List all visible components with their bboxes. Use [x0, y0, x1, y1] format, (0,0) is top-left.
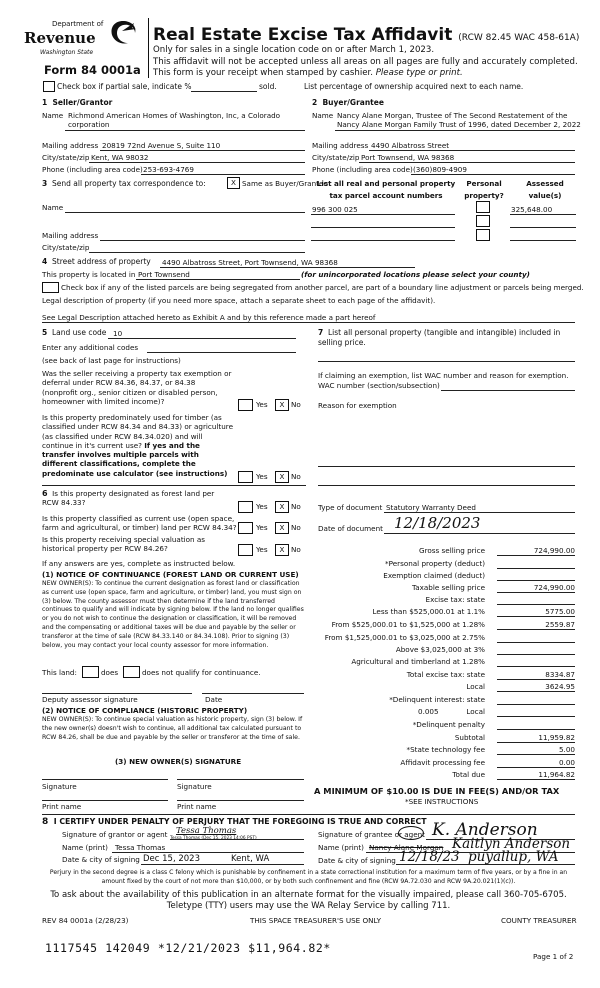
- tax-row-value[interactable]: 724,990.00: [533, 546, 575, 555]
- tax-row-line: [497, 555, 575, 556]
- q-timber: Is this property predominately used for timber (as classified under RCW 84.34 and 84.33) or agriculture (as classified under RCW 84.34.020) and will continue in it's current use? If yes and the transfer involves multiple parcels with different classifications, complete the predominate use calculator (see instructions): [42, 413, 234, 478]
- q-historic-yes-box[interactable]: [238, 544, 253, 556]
- additional-codes-label: Enter any additional codes: [42, 343, 139, 352]
- parcel-number[interactable]: 996 300 025: [312, 205, 358, 214]
- dept-line1: Department of: [52, 20, 104, 28]
- personal-header: Personal property?: [464, 179, 504, 200]
- section5-divider: [42, 485, 306, 486]
- tax-row-line: [497, 604, 575, 605]
- buyer-phone-line: [411, 174, 575, 175]
- tax-row-line: [497, 754, 575, 755]
- header-line3: This form is your receipt when stamped by cashier. Please type or print.: [153, 68, 463, 78]
- grantee-name[interactable]: Kaitlyn Anderson: [452, 836, 571, 852]
- alt-format: To ask about the availability of this publication in an alternate format for the visually impaired, please call 360-705-6705. Teletype (TTY) users may use the WA Relay Service by calling 711.: [50, 890, 567, 911]
- tax-row-line: [497, 629, 575, 630]
- corr-mailing-label: Mailing address: [42, 231, 99, 240]
- tax-row-line: [497, 742, 575, 743]
- assessed-header: Assessed value(s): [526, 179, 564, 200]
- corr-city-line: [89, 252, 305, 253]
- certify: 8 I CERTIFY UNDER PENALTY OF PERJURY THAT THE FOREGOING IS TRUE AND CORRECT: [42, 817, 427, 827]
- tax-row-label: Above $3,025,000 at 3%: [395, 645, 485, 654]
- grantee-city[interactable]: puyallup, WA: [468, 849, 559, 865]
- tax-row-line: [497, 704, 575, 705]
- seller-phone-label: Phone (including area code): [42, 165, 143, 174]
- buyer-phone-label: Phone (including area code): [312, 165, 413, 174]
- buyer-heading: 2 Buyer/Grantee: [312, 98, 384, 107]
- perjury-notice: Perjury in the second degree is a class C felony which is punishable by confinement in a state correctional institution for a maximum term of five years, or by a fine in an amount fixed by the court of not more than $10,000, or by both such confinement and fine (RCW 9A.72.030 and RCW 9A.20.021(1)(c)).: [49, 869, 568, 885]
- page-number: Page 1 of 2: [533, 952, 574, 961]
- buyer-mailing-line: [369, 150, 575, 151]
- owner-sig-line-1: [42, 779, 168, 780]
- tax-row-value[interactable]: 0.00: [558, 758, 575, 767]
- corr-name-line: [65, 212, 305, 213]
- tax-row-value[interactable]: 5775.00: [545, 607, 575, 616]
- header-divider: [148, 18, 149, 78]
- buyer-name-cont[interactable]: Nancy Alane Morgan Family Trust of 1996, dated December 2, 2022: [337, 120, 581, 129]
- grantor-signature[interactable]: Tessa Thomas: [176, 826, 237, 836]
- does-not-checkbox[interactable]: [123, 666, 140, 678]
- seller-city-label: City/state/zip: [42, 153, 90, 162]
- tax-row-label: Total excise tax: state: [406, 670, 485, 679]
- tax-row-label: From $525,000.01 to $1,525,000 at 1.28%: [331, 620, 485, 629]
- deputy-sig-label: Deputy assessor signature: [42, 695, 138, 704]
- q-historic: Is this property receiving special valuation as historical property per RCW 84.26?: [42, 535, 206, 554]
- parcel-line-2: [311, 227, 455, 228]
- does-label: does: [101, 668, 119, 677]
- q-exemption-no-box[interactable]: X: [275, 399, 289, 411]
- tax-row-value[interactable]: 724,990.00: [533, 583, 575, 592]
- seller-phone[interactable]: 253-693-4769: [143, 165, 194, 174]
- grantor-date-line: [141, 864, 304, 865]
- personal-check-2[interactable]: [476, 215, 490, 227]
- grantee-name-label: Name (print): [318, 843, 364, 852]
- doc-date-line: [384, 533, 575, 534]
- grantor-city[interactable]: Kent, WA: [231, 854, 270, 864]
- tax-row-line: [497, 767, 575, 768]
- q-forest-yes-box[interactable]: [238, 501, 253, 513]
- seller-name[interactable]: Richmond American Homes of Washington, Inc, a Colorado: [68, 111, 281, 120]
- tax-row-line: [497, 568, 575, 569]
- see-instructions: *SEE INSTRUCTIONS: [405, 797, 479, 806]
- property-street[interactable]: 4490 Albatross Street, Port Townsend, WA 98368: [162, 258, 338, 267]
- tax-row-label: *Personal property (deduct): [385, 559, 485, 568]
- doc-date-label: Date of document: [318, 524, 383, 533]
- partial-sale-line: [191, 91, 257, 92]
- tax-row-label: *State technology fee: [406, 745, 485, 754]
- owner-name-line-2: [177, 800, 304, 801]
- same-as-buyer-label: Same as Buyer/Grantee: [242, 179, 328, 188]
- dor-logo: [24, 16, 144, 66]
- q-timber-no: No: [291, 472, 301, 481]
- seller-city[interactable]: Kent, WA 98032: [91, 153, 149, 162]
- tax-row-line: [497, 666, 575, 667]
- corr-mailing-line: [100, 240, 305, 241]
- q-current-use-yes-box[interactable]: [238, 522, 253, 534]
- land-use-line: [108, 338, 296, 339]
- tax-row-line: [497, 716, 575, 717]
- deputy-sig-line: [42, 693, 192, 694]
- seller-name-line: [65, 130, 305, 131]
- q-timber-no-box[interactable]: X: [275, 471, 289, 483]
- assessed-line-3: [510, 240, 576, 241]
- owner-sig-label-2: Signature: [177, 782, 212, 791]
- section3-label: 3 Send all property tax correspondence to:: [42, 179, 206, 188]
- tax-row-value[interactable]: 5.00: [558, 745, 575, 754]
- tax-row-line: [497, 616, 575, 617]
- q-exemption-no: No: [291, 400, 301, 409]
- q-historic-yes: Yes: [256, 545, 268, 554]
- receipt-stamp: 1117545 142049 *12/21/2023 $11,964.82*: [45, 941, 331, 955]
- assessed-value[interactable]: 325,648.00: [511, 205, 553, 214]
- grantee-name-struck: Nancy Alane Morgan: [369, 843, 444, 852]
- q-exemption-yes: Yes: [256, 400, 268, 409]
- buyer-mailing-label: Mailing address: [312, 141, 369, 150]
- tax-row-label: *Delinquent penalty: [412, 720, 485, 729]
- street-line: [160, 267, 415, 268]
- grantee-sig-label: Signature of grantee or agent: [318, 830, 425, 839]
- deputy-date-label: Date: [205, 695, 223, 704]
- seller-phone-line: [141, 174, 305, 175]
- buyer-city-label: City/state/zip: [312, 153, 360, 162]
- partial-sale-suffix: sold.: [259, 82, 277, 91]
- treasurer-space: THIS SPACE TREASURER'S USE ONLY: [250, 916, 381, 925]
- street-label: 4 Street address of property: [42, 257, 151, 266]
- tax-row-line: [497, 580, 575, 581]
- partial-sale-checkbox[interactable]: [43, 81, 55, 92]
- tax-row-label: Subtotal: [454, 733, 485, 742]
- wac-label: WAC number (section/subsection): [318, 381, 440, 390]
- tax-row-label: Exemption claimed (deduct): [383, 571, 485, 580]
- notice1-title: (1) NOTICE OF CONTINUANCE (FOREST LAND OR CURRENT USE): [42, 570, 299, 579]
- legal-label: Legal description of property (if you need more space, attach a separate sheet to each page of the affidavit).: [42, 296, 436, 305]
- doc-type-line: [384, 512, 575, 513]
- personal-check-1[interactable]: [476, 201, 490, 213]
- seller-mailing-label: Mailing address: [42, 141, 99, 150]
- minimum-due: A MINIMUM OF $10.00 IS DUE IN FEE(S) AND/OR TAX: [314, 786, 560, 796]
- form-number: Form 84 0001a: [44, 63, 141, 77]
- grantor-stamp: Tessa Thomas (Dec 15, 2023 14:06 PST): [170, 836, 257, 841]
- reason-line-2: [318, 485, 575, 486]
- tax-row-line: [497, 729, 575, 730]
- q-historic-no-box[interactable]: X: [275, 544, 289, 556]
- this-land-label: This land:: [42, 668, 77, 677]
- tax-row-line: [497, 642, 575, 643]
- does-not-label: does not qualify for continuance.: [142, 668, 261, 677]
- grantor-sig-line: [170, 839, 304, 840]
- reason-line-1: [318, 466, 575, 467]
- if-yes-note: If any answers are yes, complete as instructed below.: [42, 559, 236, 568]
- grantor-name[interactable]: Tessa Thomas: [115, 843, 166, 852]
- doc-type-label: Type of document: [318, 503, 383, 512]
- buyer-mailing[interactable]: 4490 Albatross Street: [371, 141, 450, 150]
- q-forest-yes: Yes: [256, 502, 268, 511]
- legal-description[interactable]: See Legal Description attached hereto as Exhibit A and by this reference made a part hereof: [42, 313, 376, 322]
- tax-row-label: *Delinquent interest: state: [389, 695, 485, 704]
- segregated-checkbox[interactable]: [42, 282, 59, 293]
- tax-row-label: Local: [466, 707, 485, 716]
- q-current-use-no: No: [291, 523, 301, 532]
- grantee-date-line: [396, 864, 575, 865]
- q-current-use: Is this property classified as current use (open space, farm and agricultural, or timber) land per RCW 84.34?: [42, 514, 237, 533]
- seller-mailing[interactable]: 20819 72nd Avenue S, Suite 110: [102, 141, 221, 150]
- located-value[interactable]: Port Townsend: [138, 270, 190, 279]
- tax-row-label: Local: [466, 682, 485, 691]
- grantor-name-label: Name (print): [62, 843, 108, 852]
- tax-row-line: [497, 679, 575, 680]
- located-label: This property is located in: [42, 270, 136, 279]
- land-use-label: 5 Land use code: [42, 328, 107, 337]
- q-historic-no: No: [291, 545, 301, 554]
- q-exemption: Was the seller receiving a property tax exemption or deferral under RCW 84.36, 84.37, or 84.38 (nonprofit org., senior citizen or disabled person, homeowner with limited income)?: [42, 369, 232, 406]
- grantor-date[interactable]: Dec 15, 2023: [143, 854, 201, 864]
- seller-city-line: [89, 162, 305, 163]
- seller-name-label: Name: [42, 111, 64, 120]
- partial-sale-label: Check box if partial sale, indicate %: [57, 82, 192, 91]
- dept-line2: Revenue: [24, 29, 96, 47]
- assessed-line-2: [510, 227, 576, 228]
- agent-circle: [398, 826, 424, 840]
- legal-line: [42, 322, 575, 323]
- notice1-body: NEW OWNER(S): To continue the current designation as forest land or classification as current use (open space, farm and agriculture, or timber) land, you must sign on (3) below. The county assessor must then determine if the land transferred continues to qualify and will indicate by signing below. If the land no longer qualifies or you do not wish to continue the designation or classification, it will be removed and the compensating or additional taxes will be due and payable by the seller or transferor at the time of sale (RCW 84.33.140 or 84.34.108). Prior to signing (3) below, you may contact your local county assessor for more information.: [42, 580, 304, 649]
- header-line2: This affidavit will not be accepted unless all areas on all pages are fully and accurately completed.: [153, 57, 578, 67]
- personal-check-3[interactable]: [476, 229, 490, 241]
- wac-line: [441, 390, 575, 391]
- corr-name-label: Name: [42, 203, 64, 212]
- buyer-name[interactable]: Nancy Alane Morgan, Trustee of The Second Restatement of the: [337, 111, 568, 120]
- grantor-name-line: [112, 852, 304, 853]
- tax-row-label: Total due: [452, 770, 485, 779]
- assessed-line-1: [510, 214, 576, 215]
- rev-number: REV 84 0001a (2/28/23): [42, 916, 129, 925]
- tax-row-value[interactable]: 11,959.82: [538, 733, 575, 742]
- tax-row-label: From $1,525,000.01 to $3,025,000 at 2.75%: [324, 633, 485, 642]
- seller-mailing-line: [100, 150, 305, 151]
- grantee-signature[interactable]: K. Anderson: [432, 820, 538, 840]
- owner-name-label-1: Print name: [42, 802, 82, 811]
- tax-row-label: Excise tax: state: [425, 595, 485, 604]
- seller-heading: 1 Seller/Grantor: [42, 98, 113, 107]
- grantee-date-label: Date & city of signing: [318, 856, 396, 865]
- q-forest-no-box[interactable]: X: [275, 501, 289, 513]
- segregated-label: Check box if any of the listed parcels are being segregated from another parcel, are part of a boundary line adjustment or parcels being merged.: [61, 283, 584, 292]
- dept-line3: Washington State: [40, 49, 94, 56]
- same-as-buyer-checkbox[interactable]: X: [227, 177, 240, 189]
- owner-sig-label-1: Signature: [42, 782, 77, 791]
- buyer-name-label: Name: [312, 111, 334, 120]
- land-use-code[interactable]: 10: [113, 329, 123, 338]
- tax-row-label: Taxable selling price: [412, 583, 485, 592]
- owner-name-line-1: [42, 800, 168, 801]
- q-timber-yes: Yes: [256, 472, 268, 481]
- tax-row-value[interactable]: 11,964.82: [538, 770, 575, 779]
- exemption-label: If claiming an exemption, list WAC number and reason for exemption.: [318, 371, 569, 380]
- notice2-body: NEW OWNER(S): To continue special valuation as historic property, sign (3) below. If the new owner(s) doesn't wish to continue, all additional tax calculated pursuant to RCW 84.26, shall be due and payable by the seller or transferor at the time of sale.: [42, 716, 303, 741]
- notice2-title: (2) NOTICE OF COMPLIANCE (HISTORIC PROPERTY): [42, 706, 248, 715]
- located-line: [136, 279, 300, 280]
- additional-codes-line: [147, 352, 296, 353]
- grantor-date-label: Date & city of signing: [62, 855, 140, 864]
- reason-label: Reason for exemption: [318, 401, 397, 410]
- parcel-header: List all real and personal property tax parcel account numbers: [316, 179, 456, 200]
- tax-row-line: [497, 691, 575, 692]
- owner-name-label-2: Print name: [177, 802, 217, 811]
- tax-row-label: Agricultural and timberland at 1.28%: [351, 657, 485, 666]
- owner-sig-line-2: [177, 779, 304, 780]
- county-treasurer: COUNTY TREASURER: [501, 916, 577, 925]
- tax-row-line: [497, 779, 575, 780]
- form-title: Real Estate Excise Tax Affidavit (RCW 82.45 WAC 458-61A): [153, 25, 580, 45]
- notice3-title: (3) NEW OWNER(S) SIGNATURE: [115, 757, 242, 766]
- tax-row-line: [497, 654, 575, 655]
- tax-row-value[interactable]: 3624.95: [545, 682, 575, 691]
- grantee-date[interactable]: 12/18/23: [399, 849, 460, 865]
- tax-row-label: Gross selling price: [419, 546, 485, 555]
- tax-row-label: Less than $525,000.01 at 1.1%: [372, 607, 485, 616]
- doc-type[interactable]: Statutory Warranty Deed: [386, 503, 476, 512]
- located-note: (for unincorporated locations please select your county): [301, 270, 530, 279]
- q-current-use-yes: Yes: [256, 523, 268, 532]
- buyer-phone[interactable]: (360)809-4909: [413, 165, 467, 174]
- personal-property-line: [318, 361, 575, 362]
- section8-top-line: [42, 814, 575, 815]
- grantor-sig-label: Signature of grantor or agent: [62, 830, 168, 839]
- tax-row-line: [497, 592, 575, 593]
- parcel-line-3: [311, 240, 455, 241]
- seller-name-cont[interactable]: corporation: [68, 120, 110, 129]
- see-back-note: (see back of last page for instructions): [42, 356, 181, 365]
- doc-date[interactable]: 12/18/2023: [394, 514, 481, 532]
- buyer-city[interactable]: Port Townsend, WA 98368: [361, 153, 455, 162]
- local-rate: 0.005: [418, 707, 439, 716]
- dor-swoosh-icon: [108, 19, 138, 47]
- buyer-city-line: [359, 162, 575, 163]
- q-exemption-yes-box[interactable]: [238, 399, 253, 411]
- corr-city-label: City/state/zip: [42, 243, 90, 252]
- does-checkbox[interactable]: [82, 666, 99, 678]
- q-forest: 6 Is this property designated as forest land per RCW 84.33?: [42, 489, 215, 508]
- q-current-use-no-box[interactable]: X: [275, 522, 289, 534]
- deputy-date-line: [202, 693, 304, 694]
- tax-row-value[interactable]: 2559.87: [545, 620, 575, 629]
- buyer-name-line: [335, 130, 575, 131]
- personal-property-label: 7 List all personal property (tangible and intangible) included in selling price.: [318, 328, 561, 347]
- tax-row-label: Affidavit processing fee: [400, 758, 485, 767]
- tax-row-value[interactable]: 8334.87: [545, 670, 575, 679]
- parcel-line-1: [311, 214, 455, 215]
- q-forest-no: No: [291, 502, 301, 511]
- header-line1: Only for sales in a single location code on or after March 1, 2023.: [153, 45, 435, 55]
- q-timber-yes-box[interactable]: [238, 471, 253, 483]
- ownership-pct-note: List percentage of ownership acquired next to each name.: [304, 82, 524, 91]
